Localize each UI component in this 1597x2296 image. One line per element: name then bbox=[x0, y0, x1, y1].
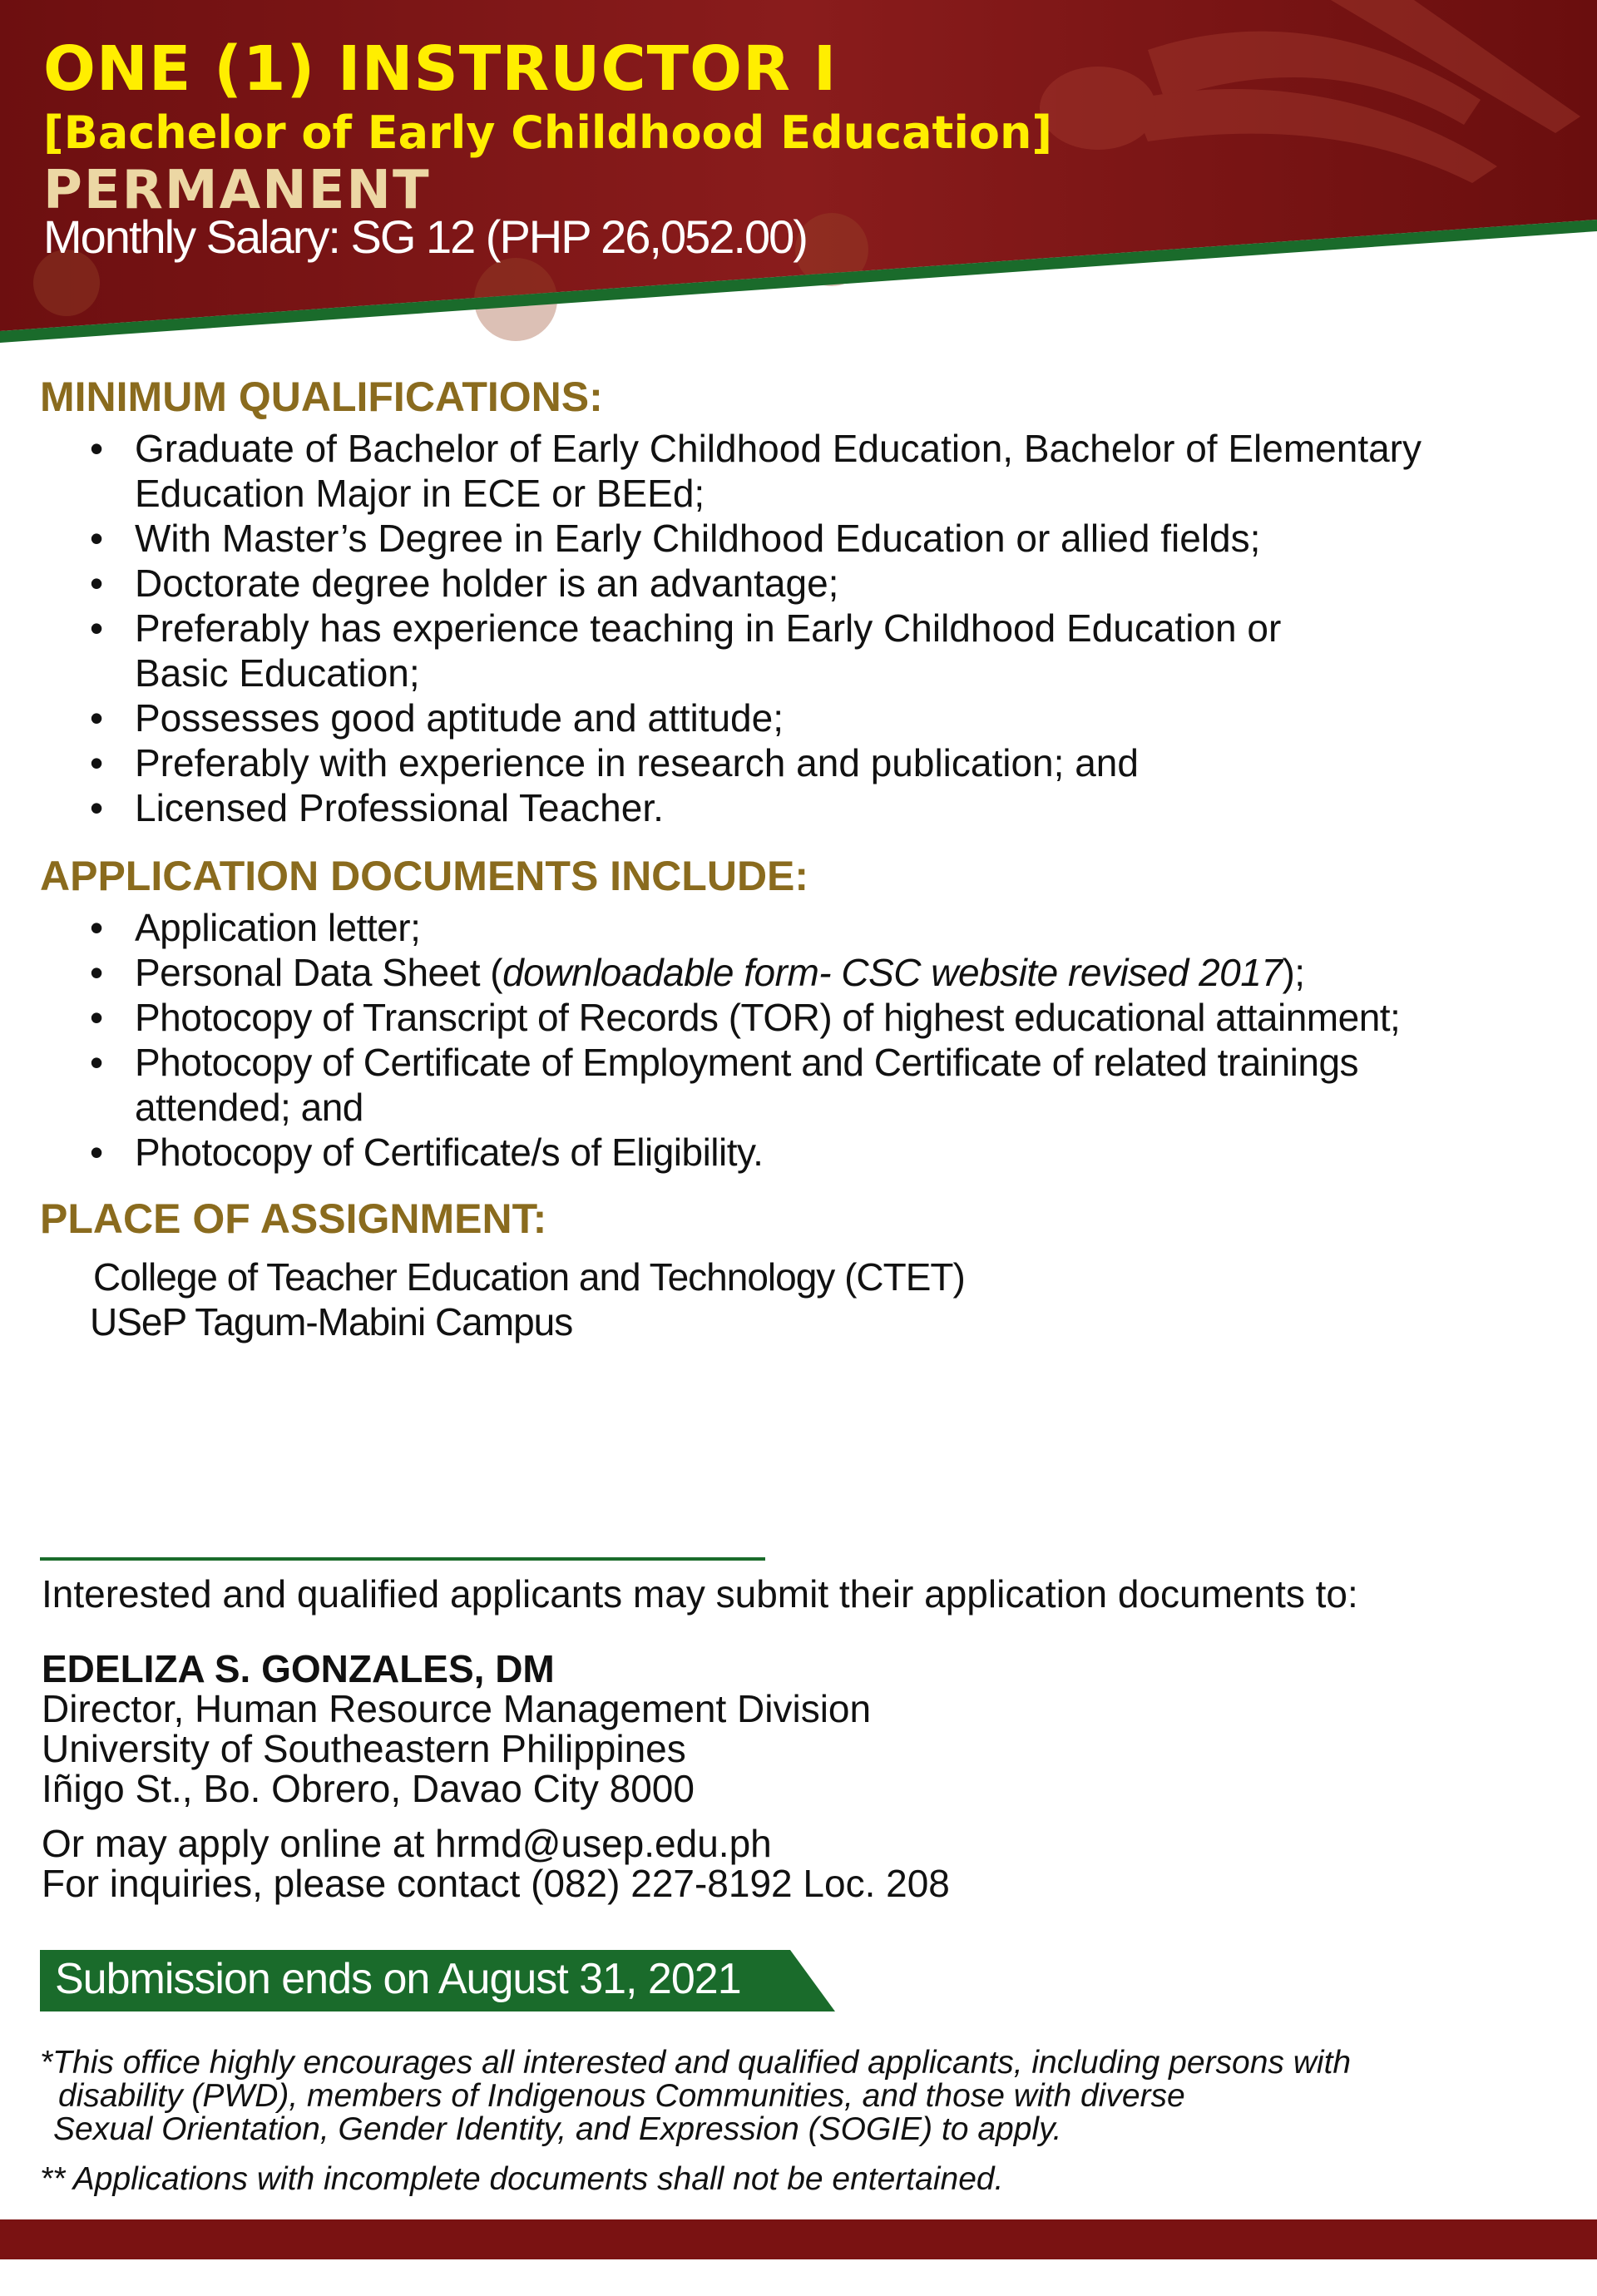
qualification-text: Preferably with experience in research and publication; and bbox=[135, 741, 1139, 784]
document-text: Photocopy of Certificate of Employment and Certificate of related trainings attended; and bbox=[135, 1041, 1359, 1129]
qualification-text: With Master’s Degree in Early Childhood Education or allied fields; bbox=[135, 517, 1261, 560]
document-text: Photocopy of Transcript of Records (TOR) of highest educational attainment; bbox=[135, 996, 1401, 1039]
list-item: • Photocopy of Certificate/s of Eligibility. bbox=[90, 1131, 764, 1174]
position-program: [Bachelor of Early Childhood Education] bbox=[43, 106, 1053, 159]
list-item: • Possesses good aptitude and attitude; bbox=[90, 696, 784, 740]
list-item: • Licensed Professional Teacher. bbox=[90, 786, 664, 829]
qualifications-heading: MINIMUM QUALIFICATIONS: bbox=[40, 374, 603, 420]
inclusion-note-line-2: disability (PWD), members of Indigenous Communities, and those with diverse bbox=[58, 2078, 1185, 2114]
list-item: • With Master’s Degree in Early Childhood Education or allied fields; bbox=[90, 517, 1261, 560]
employment-status: PERMANENT bbox=[43, 160, 431, 221]
list-item: • Photocopy of Certificate of Employment and Certificate of related trainings attended; and bbox=[90, 1041, 1359, 1129]
qualification-text: Licensed Professional Teacher. bbox=[135, 786, 664, 829]
documents-heading: APPLICATION DOCUMENTS INCLUDE: bbox=[40, 853, 809, 899]
university-name: University of Southeastern Philippines bbox=[42, 1727, 686, 1770]
document-text: Application letter; bbox=[135, 906, 421, 949]
incomplete-docs-note: ** Applications with incomplete documents shall not be entertained. bbox=[40, 2161, 1004, 2197]
document-text: Personal Data Sheet ( bbox=[135, 951, 503, 994]
inclusion-note-line-3: Sexual Orientation, Gender Identity, and Expression (SOGIE) to apply. bbox=[53, 2111, 1062, 2147]
divider bbox=[40, 1557, 765, 1561]
list-item: • Graduate of Bachelor of Early Childhood Education, Bachelor of Elementary Education Major in ECE or BEEd; bbox=[90, 427, 1421, 515]
qualification-text: Doctorate degree holder is an advantage; bbox=[135, 562, 839, 605]
qualification-text: Graduate of Bachelor of Early Childhood Education, Bachelor of Elementary Education Major in ECE or BEEd; bbox=[135, 427, 1421, 515]
header-banner bbox=[0, 0, 1597, 358]
list-item: • Photocopy of Transcript of Records (TOR) of highest educational attainment; bbox=[90, 996, 1401, 1039]
submission-intro: Interested and qualified applicants may submit their application documents to: bbox=[42, 1572, 1358, 1616]
monthly-salary: Monthly Salary: SG 12 (PHP 26,052.00) bbox=[43, 210, 807, 263]
qualifications-list bbox=[90, 426, 1520, 830]
submission-deadline: Submission ends on August 31, 2021 bbox=[55, 1955, 741, 2003]
qualification-text: Preferably has experience teaching in Early Childhood Education or Basic Education; bbox=[135, 606, 1282, 695]
qualification-text: Possesses good aptitude and attitude; bbox=[135, 696, 784, 740]
assignment-heading: PLACE OF ASSIGNMENT: bbox=[40, 1195, 547, 1242]
document-text-suffix: ); bbox=[1282, 951, 1305, 994]
documents-list bbox=[90, 905, 1554, 1175]
document-form-note: downloadable form- CSC website revised 2017 bbox=[502, 951, 1283, 994]
list-item: • Personal Data Sheet (downloadable form- CSC website revised 2017); bbox=[90, 951, 1305, 994]
office-address: Iñigo St., Bo. Obrero, Davao City 8000 bbox=[42, 1767, 695, 1810]
online-application: Or may apply online at hrmd@usep.edu.ph bbox=[42, 1822, 772, 1865]
contact-block bbox=[42, 1574, 1358, 1903]
inclusion-note-line-1: *This office highly encourages all interested and qualified applicants, including persons with bbox=[40, 2045, 1352, 2081]
inquiry-contact: For inquiries, please contact (082) 227-8192 Loc. 208 bbox=[42, 1862, 950, 1905]
position-title: ONE (1) INSTRUCTOR I bbox=[43, 33, 838, 105]
director-position: Director, Human Resource Management Division bbox=[42, 1687, 872, 1730]
list-item: • Doctorate degree holder is an advantage; bbox=[90, 562, 839, 605]
list-item: • Application letter; bbox=[90, 906, 421, 949]
assignment-college: College of Teacher Education and Technology (CTET) bbox=[93, 1255, 965, 1299]
document-text: Photocopy of Certificate/s of Eligibility. bbox=[135, 1131, 764, 1174]
list-item: • Preferably with experience in research and publication; and bbox=[90, 741, 1139, 784]
assignment-campus: USeP Tagum-Mabini Campus bbox=[90, 1300, 573, 1343]
bottom-bar bbox=[0, 2219, 1597, 2259]
director-name: EDELIZA S. GONZALES, DM bbox=[42, 1647, 555, 1690]
list-item: • Preferably has experience teaching in Early Childhood Education or Basic Education; bbox=[90, 606, 1282, 695]
